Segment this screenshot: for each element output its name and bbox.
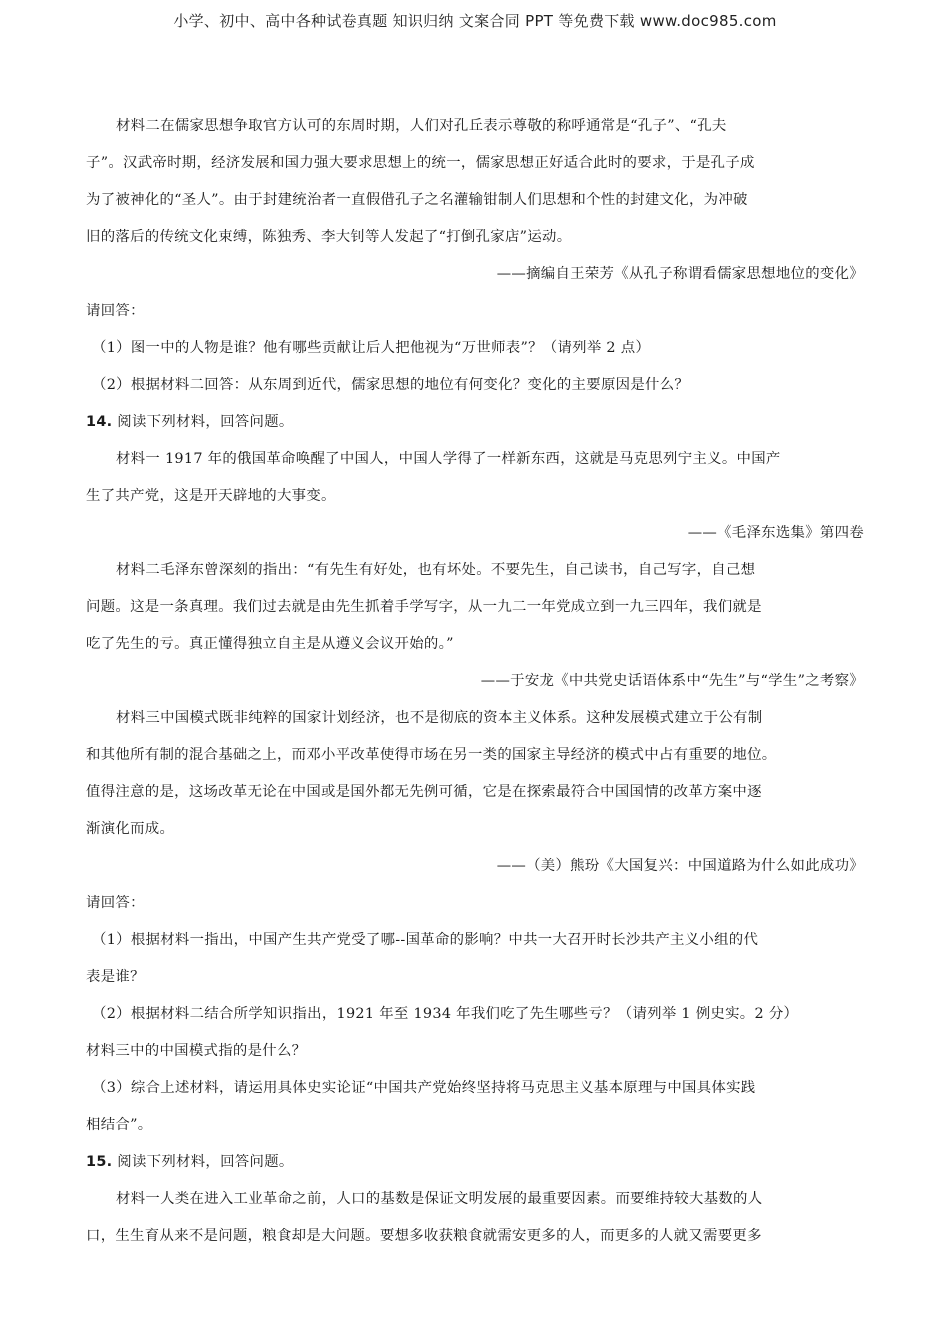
question-14-heading — [86, 412, 866, 449]
q15-material-1-line-2: 口，生生育从来不是问题，粮食却是大问题。要想多收获粮食就需安更多的人，而更多的人就又需要更多 — [86, 1228, 762, 1244]
q15-material-1-line-1: 材料一人类在进入工业革命之前，人口的基数是保证文明发展的最重要因素。而要维持较大基数的人 — [116, 1191, 763, 1207]
material-2-line-2: 子”。汉武帝时期，经济发展和国力强大要求思想上的统一，儒家思想正好适合此时的要求，于是孔子成 — [86, 155, 755, 171]
q14-material-1-line-1: 材料一 1917 年的俄国革命唤醒了中国人，中国人学得了一样新东西，这就是马克思列宁主义。中国产 — [116, 451, 781, 467]
q14-material-1-source: ——《毛泽东选集》第四卷 — [687, 525, 864, 541]
question-number: 14. — [86, 414, 113, 430]
material-2-line-4: 旧的落后的传统文化束缚，陈独秀、李大钊等人发起了“打倒孔家店”运动。 — [86, 229, 572, 245]
sub-question-2: （2）根据材料二回答：从东周到近代，儒家思想的地位有何变化？变化的主要原因是什么？ — [92, 377, 690, 393]
q14-material-1-line-2: 生了共产党，这是开天辟地的大事变。 — [86, 488, 336, 504]
q14-answer-prompt: 请回答： — [86, 895, 145, 911]
q14-sub-question-1-line-1: （1）根据材料一指出，中国产生共产党受了哪--国革命的影响？中共一大召开时长沙共产主义小组的代 — [92, 932, 759, 948]
question-title: 阅读下列材料，回答问题。 — [112, 414, 294, 430]
q14-material-3-line-4: 渐演化而成。 — [86, 821, 175, 837]
material-2-line-3: 为了被神化的“圣人”。由于封建统治者一直假借孔子之名灌输钳制人们思想和个性的封建文化，为冲破 — [86, 192, 748, 208]
q14-sub-question-1-line-2: 表是谁？ — [86, 969, 145, 985]
answer-prompt: 请回答： — [86, 303, 145, 319]
question-15-heading — [86, 1152, 866, 1189]
q14-material-3-line-1: 材料三中国模式既非纯粹的国家计划经济，也不是彻底的资本主义体系。这种发展模式建立于公有制 — [116, 710, 763, 726]
q14-material-3-source: ——（美）熊玢《大国复兴：中国道路为什么如此成功》 — [496, 858, 864, 874]
question-number: 15. — [86, 1154, 113, 1170]
q14-sub-question-3-line-2: 相结合”。 — [86, 1117, 153, 1133]
q14-material-3-line-2: 和其他所有制的混合基础之上，而邓小平改革使得市场在另一类的国家主导经济的模式中占有重要的地位。 — [86, 747, 777, 763]
q14-sub-question-2-line-1: （2）根据材料二结合所学知识指出，1921 年至 1934 年我们吃了先生哪些亏？（请列举 1 例史实。2 分） — [92, 1006, 799, 1022]
q14-material-2-line-1: 材料二毛泽东曾深刻的指出：“有先生有好处，也有坏处。不要先生，自己读书，自己写字，自己想 — [116, 562, 756, 578]
material-2-source: ——摘编自王荣芳《从孔子称谓看儒家思想地位的变化》 — [496, 266, 864, 282]
sub-question-1: （1）图一中的人物是谁？他有哪些贡献让后人把他视为“万世师表”？（请列举 2 点） — [92, 340, 651, 356]
q14-material-2-source: ——于安龙《中共党史话语体系中“先生”与“学生”之考察》 — [480, 673, 864, 689]
q14-sub-question-3-line-1: （3）综合上述材料，请运用具体史实论证“中国共产党始终坚持将马克思主义基本原理与中国具体实践 — [92, 1080, 756, 1096]
question-title: 阅读下列材料，回答问题。 — [112, 1154, 294, 1170]
document-body — [86, 116, 866, 1263]
q14-material-2-line-2: 问题。这是一条真理。我们过去就是由先生抓着手学写字，从一九二一年党成立到一九三四年，我们就是 — [86, 599, 762, 615]
q14-sub-question-2-line-2: 材料三中的中国模式指的是什么？ — [86, 1043, 307, 1059]
page-header: 小学、初中、高中各种试卷真题 知识归纳 文案合同 PPT 等免费下载 www.doc985.com — [173, 12, 777, 30]
material-2-line-1: 材料二在儒家思想争取官方认可的东周时期，人们对孔丘表示尊敬的称呼通常是“孔子”、“孔夫 — [116, 118, 727, 134]
q14-material-2-line-3: 吃了先生的亏。真正懂得独立自主是从遵义会议开始的。” — [86, 636, 454, 652]
q14-material-3-line-3: 值得注意的是，这场改革无论在中国或是国外都无先例可循，它是在探索最符合中国国情的改革方案中逐 — [86, 784, 762, 800]
